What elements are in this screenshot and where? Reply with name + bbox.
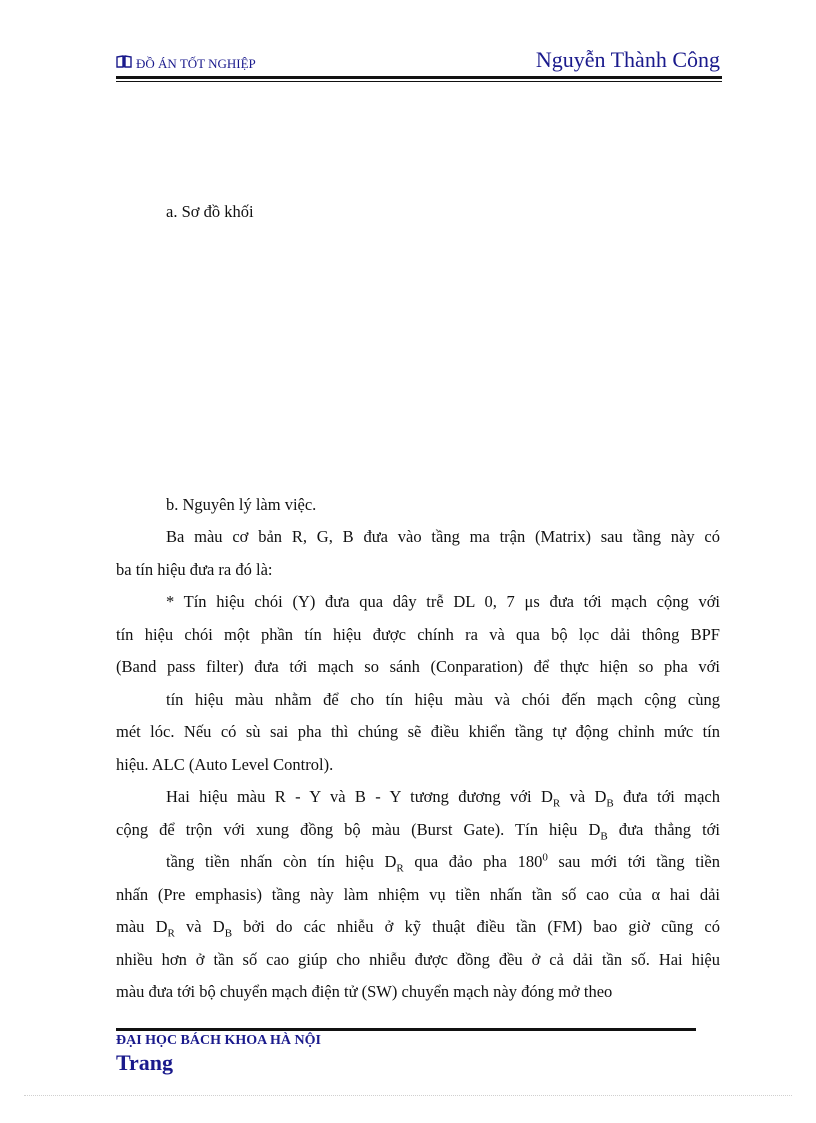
text-run: qua đảo pha 180	[403, 852, 543, 871]
text-run: màu D	[116, 917, 168, 936]
text-run: Hai hiệu màu R - Y và B - Y tương đương với D	[166, 787, 553, 806]
paragraph-line: Ba màu cơ bản R, G, B đưa vào tầng ma trận (Matrix) sau tầng này có	[166, 527, 720, 546]
footer-rule	[116, 1028, 696, 1031]
header-rule	[116, 76, 722, 79]
paragraph-line	[116, 781, 720, 814]
heading-principle: b. Nguyên lý làm việc.	[166, 494, 317, 514]
heading-block-diagram: a. Sơ đồ khối	[166, 202, 254, 221]
text-run: và D	[560, 787, 607, 806]
text-run: cộng để trộn với xung đồng bộ màu (Burst Gate). Tín hiệu D	[116, 819, 601, 839]
paragraph-line	[116, 911, 720, 944]
page-header	[116, 47, 722, 77]
header-rule-thin	[116, 81, 722, 82]
page-edge-divider	[24, 1095, 792, 1096]
paragraph-line: nhấn (Pre emphasis) tầng này làm nhiệm vụ tiền nhấn tần số cao của α hai dải	[116, 884, 720, 904]
paragraph-line: mét lóc. Nếu có sù sai pha thì chúng sẽ điều khiển tầng tự động chỉnh mức tín	[116, 722, 720, 741]
text-run: và D	[174, 917, 225, 936]
paragraph-line	[116, 846, 720, 879]
page-label: Trang	[116, 1050, 174, 1075]
text-run: đưa thẳng tới	[607, 819, 720, 839]
text-run: bởi do các nhiễu ở kỹ thuật điều tần (FM) bao giờ cũng có	[232, 917, 720, 936]
text-run: đưa tới mạch	[613, 787, 720, 806]
subscript: R	[552, 797, 561, 810]
header-left	[116, 55, 256, 72]
body-text	[116, 196, 720, 1009]
subscript: B	[224, 927, 233, 940]
paragraph-line: nhiều hơn ở tần số cao giúp cho nhiễu được đồng đều ở cả dải tần số. Hai hiệu	[116, 949, 720, 969]
paragraph-line: ba tín hiệu đưa ra đó là:	[116, 559, 273, 579]
paragraph-line: * Tín hiệu chói (Y) đưa qua dây trễ DL 0, 7 μs đưa tới mạch cộng với	[166, 592, 720, 611]
thesis-label: ĐỒ ÁN TỐT NGHIỆP	[136, 55, 256, 71]
paragraph-line	[116, 814, 720, 847]
book-icon	[116, 55, 132, 72]
author-name: Nguyễn Thành Công	[535, 47, 720, 72]
subscript: R	[167, 927, 175, 940]
subscript: B	[606, 797, 614, 810]
subscript: B	[600, 829, 608, 842]
text-run: tầng tiền nhấn còn tín hiệu D	[166, 852, 397, 871]
paragraph-line: màu đưa tới bộ chuyển mạch điện tử (SW) chuyển mạch này đóng mở theo	[116, 982, 613, 1001]
diagram-space	[116, 229, 720, 489]
paragraph-line: tín hiệu màu nhằm để cho tín hiệu màu và chói đến mạch cộng cùng	[166, 689, 720, 709]
paragraph-line: tín hiệu chói một phần tín hiệu được chính ra và qua bộ lọc dải thông BPF	[116, 624, 720, 644]
superscript: 0	[542, 851, 548, 864]
footer-school: ĐẠI HỌC BÁCH KHOA HÀ NỘI	[116, 1033, 321, 1048]
paragraph-line: (Band pass filter) đưa tới mạch so sánh (Conparation) để thực hiện so pha với	[116, 657, 720, 676]
text-run: sau mới tới tầng tiền	[547, 852, 720, 871]
subscript: R	[396, 862, 404, 875]
paragraph-line: hiệu. ALC (Auto Level Control).	[116, 754, 334, 774]
